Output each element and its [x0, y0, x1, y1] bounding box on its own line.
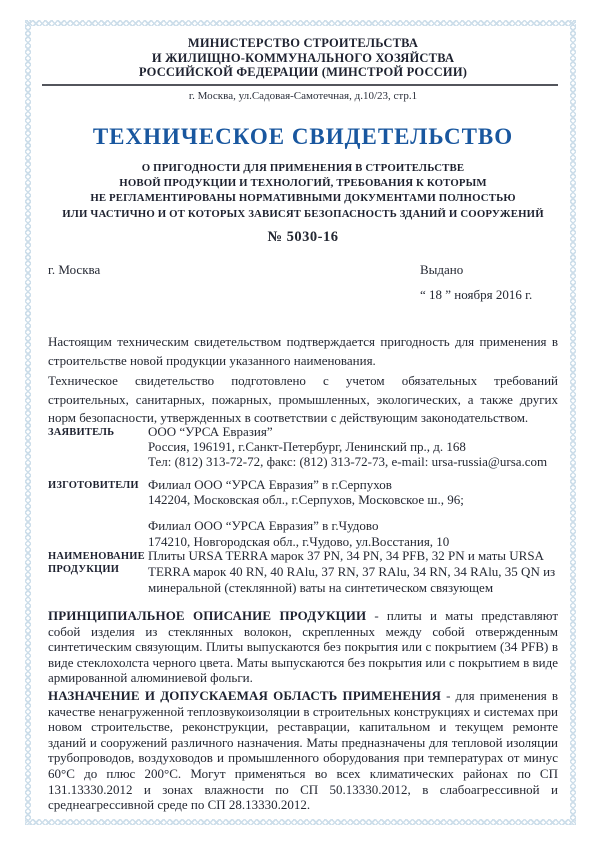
manufacturer-block-2 — [148, 518, 558, 548]
applicant-address: Россия, 196191, г.Санкт-Петербург, Ленинский пр., д. 168 — [148, 439, 466, 455]
intro-paragraph-1: Настоящим техническим свидетельством подтверждается пригодность для применения в строительстве новой продукции указанного наименования. — [48, 334, 558, 368]
manufacturer-1-address: 142204, Московская обл., г.Серпухов, Московское ш., 96; — [148, 492, 464, 508]
applicant-value — [148, 424, 558, 470]
manufacturer-block-1 — [148, 477, 558, 507]
document-number: № 5030-16 — [267, 229, 339, 245]
intro-paragraph-2: Техническое свидетельство подготовлено с учетом обязательных требований строительных, санитарных, пожарных, промышленных, экологических, а также других норм безопасности, утвержденных в соответствии с действующим законодательством. — [48, 373, 558, 426]
manufacturers-field — [48, 477, 558, 549]
description-text: - плиты и маты представляют собой изделия из стеклянных волокон, скрепленных между собой отвержденным синтетическим связующим. Плиты выпускаются без покрытия или с покрытием (34 PFB) в виде стеклохолста черного цвета. Маты выпускаются без покрытия или с покрытием в виде армированной алюминиевой фольги. — [48, 608, 559, 686]
description-section — [48, 608, 558, 686]
issued-date: “ 18 ” ноября 2016 г. — [420, 287, 533, 302]
manufacturer-2-name: Филиал ООО “УРСА Евразия” в г.Чудово — [148, 518, 379, 534]
decorative-border-left — [25, 20, 31, 825]
manufacturer-2-address: 174210, Новгородская обл., г.Чудово, ул.Восстания, 10 — [148, 533, 450, 549]
subtitle-line-3: НЕ РЕГЛАМЕНТИРОВАНЫ НОРМАТИВНЫМИ ДОКУМЕНТАМИ ПОЛНОСТЬЮ — [90, 192, 516, 205]
product-name-value: Плиты URSA TERRA марок 37 PN, 34 PN, 34 PFB, 32 PN и маты URSA TERRA марок 40 RN, 40 RAlu, 37 RN, 37 RAlu, 34 RN, 34 RAlu, 35 QN из минеральной (стеклянной) ваты на синтетическом связующем — [148, 548, 556, 596]
purpose-text: - для применения в качестве ненагруженной теплозвукоизоляции в строительных конструкциях и системах при новом строительстве, реконструкции, реставрации, капитальном и текущем ремонте зданий и сооружений различного назначения. Маты предназначены для тепловой изоляции трубопроводов, воздуховодов и промышленного оборудования при температурах от минус 60°С до плюс 200°С. Могут применяться во всех климатических районах по СП 131.13330.2012 и зонах влажности по СП 50.13330.2012, в слабоагрессивной и среднеагрессивной среде по СП 28.13330.2012. — [48, 688, 558, 813]
product-name-label — [48, 548, 148, 597]
header-divider-line — [42, 84, 558, 86]
ministry-name-line-1: МИНИСТЕРСТВО СТРОИТЕЛЬСТВА — [187, 36, 419, 50]
decorative-border-top — [25, 20, 576, 26]
description-heading: ПРИНЦИПИАЛЬНОЕ ОПИСАНИЕ ПРОДУКЦИИ — [48, 608, 367, 623]
ministry-header — [48, 36, 558, 80]
applicant-label: ЗАЯВИТЕЛЬ — [48, 427, 115, 438]
issued-label: Выдано — [420, 262, 464, 277]
purpose-section — [48, 688, 558, 813]
ministry-name-line-3: РОССИЙСКОЙ ФЕДЕРАЦИИ (МИНСТРОЙ РОССИИ) — [138, 65, 468, 80]
ministry-address: г. Москва, ул.Садовая-Самотечная, д.10/23, стр.1 — [188, 90, 418, 102]
product-label-line-2: ПРОДУКЦИИ — [48, 564, 120, 575]
subtitle-line-4: ИЛИ ЧАСТИЧНО И ОТ КОТОРЫХ ЗАВИСЯТ БЕЗОПАСНОСТЬ ЗДАНИЙ И СООРУЖЕНИЙ — [62, 207, 544, 220]
subtitle-line-2: НОВОЙ ПРОДУКЦИИ И ТЕХНОЛОГИЙ, ТРЕБОВАНИЯ К КОТОРЫМ — [119, 177, 487, 190]
applicant-company: ООО “УРСА Евразия” — [148, 424, 273, 439]
manufacturers-value — [148, 477, 558, 549]
applicant-contacts: Тел: (812) 313-72-72, факс: (812) 313-72-73, e-mail: ursa-russia@ursa.com — [148, 454, 548, 470]
product-label-line-1: НАИМЕНОВАНИЕ — [48, 551, 145, 562]
ministry-name-line-2: И ЖИЛИЩНО-КОММУНАЛЬНОГО ХОЗЯЙСТВА — [151, 50, 455, 65]
issue-info — [420, 262, 532, 303]
issue-place: г. Москва — [48, 262, 101, 277]
subtitle-line-1: О ПРИГОДНОСТИ ДЛЯ ПРИМЕНЕНИЯ В СТРОИТЕЛЬСТВЕ — [141, 162, 465, 174]
applicant-field — [48, 424, 558, 470]
purpose-heading: НАЗНАЧЕНИЕ И ДОПУСКАЕМАЯ ОБЛАСТЬ ПРИМЕНЕНИЯ — [48, 688, 442, 703]
decorative-border-bottom — [25, 819, 576, 825]
document-title: ТЕХНИЧЕСКОЕ СВИДЕТЕЛЬСТВО — [92, 124, 514, 149]
document-subtitle — [48, 161, 558, 222]
product-name-field — [48, 548, 558, 597]
manufacturers-label: ИЗГОТОВИТЕЛИ — [48, 480, 139, 491]
manufacturer-1-name: Филиал ООО “УРСА Евразия” в г.Серпухов — [148, 477, 392, 492]
decorative-border-right — [570, 20, 576, 825]
